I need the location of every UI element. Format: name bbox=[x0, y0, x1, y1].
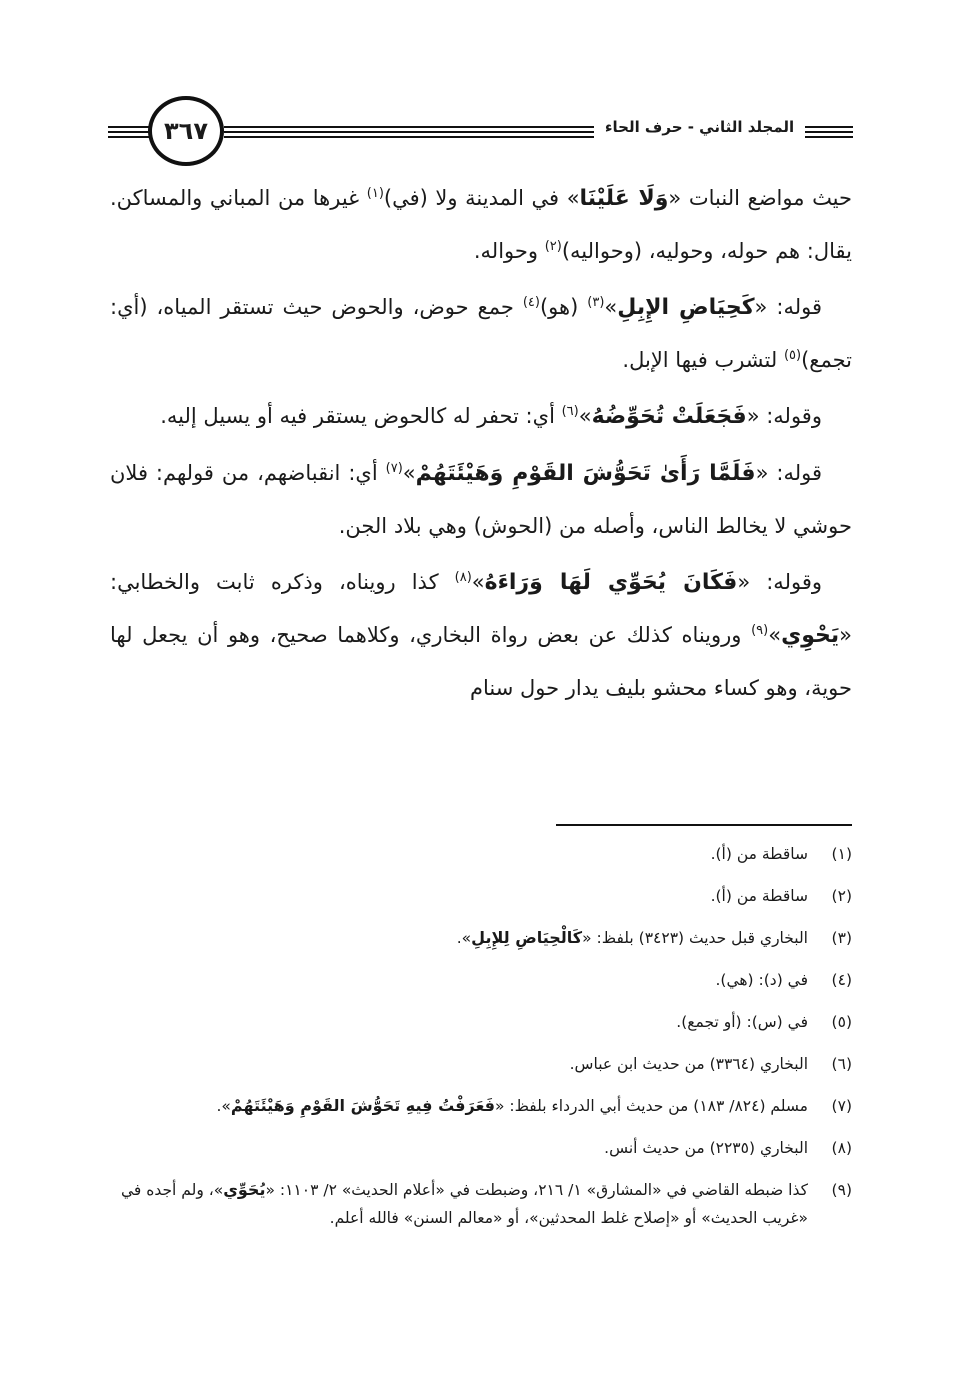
footnote-ref: (٥) bbox=[783, 348, 802, 363]
footnote-ref: (٨) bbox=[454, 570, 472, 585]
text: (هو) bbox=[539, 295, 588, 319]
text: ورويناه كذلك عن بعض رواة البخاري، وكلاهما صحيح، وهو أن يجعل لها حوية، وهو كساء محشو بليف يدار حول سنام bbox=[110, 623, 852, 700]
footnote-number: (٣) bbox=[831, 929, 852, 947]
footnote-text-wrapper bbox=[110, 924, 808, 952]
footnotes bbox=[110, 840, 852, 1232]
footnote-ref: (٧) bbox=[385, 461, 403, 476]
footnote bbox=[110, 840, 852, 868]
quoted-hadith-text: فَكَانَ يُحَوِّي لَهَا وَرَاءَهُ bbox=[484, 570, 738, 595]
quoted-hadith-text: فَجَعَلَتْ تُحَوِّضُهُ bbox=[591, 404, 747, 429]
footnote-quote: فَعَرَفْتُ فِيهِ تَحَوُّشَ القَوْمِ وَهَيْئَتَهُمْ bbox=[230, 1096, 495, 1115]
paragraph-4 bbox=[110, 447, 852, 552]
text: » bbox=[402, 461, 416, 485]
footnote-ref: (٣) bbox=[587, 295, 605, 310]
text: » bbox=[578, 404, 592, 428]
paragraph-5 bbox=[110, 556, 852, 714]
footnote-number: (١) bbox=[831, 845, 852, 863]
main-text bbox=[110, 172, 852, 718]
text: وقوله: « bbox=[737, 570, 822, 594]
footnote bbox=[110, 1092, 852, 1120]
footnote-text: مسلم (٨٢٤/ ١٨٣) من حديث أبي الدرداء بلفظ: « bbox=[494, 1097, 808, 1115]
footnote-text-tail: ». bbox=[456, 929, 472, 947]
footnote-ref: (٤) bbox=[522, 295, 540, 310]
paragraph-1 bbox=[110, 172, 852, 277]
footnote-separator bbox=[556, 824, 852, 826]
text: غيرها من المباني والمساكن. يقال: هم حوله، وحوليه، (وحواليه) bbox=[110, 186, 852, 263]
footnote-quote: يُحَوِّي bbox=[223, 1180, 266, 1199]
header-rule bbox=[224, 131, 594, 133]
footnote bbox=[110, 924, 852, 952]
footnote-text: في (د): (هي). bbox=[715, 971, 808, 989]
footnote bbox=[110, 882, 852, 910]
footnote bbox=[110, 1176, 852, 1232]
header-rule bbox=[805, 131, 853, 133]
text: » bbox=[471, 570, 485, 594]
footnote-text: ساقطة من (أ). bbox=[710, 887, 808, 905]
text: قوله: « bbox=[755, 461, 822, 485]
footnote-quote: كَالْحِيَاضِ لِلإِبِلِ bbox=[471, 928, 583, 947]
text: أي: انقباضهم، من قولهم: فلان حوشي لا يخالط الناس، وأصله من (الحوش) وهي بلاد الجن. bbox=[110, 461, 852, 538]
page-header bbox=[108, 96, 853, 166]
footnote-number: (٤) bbox=[831, 971, 852, 989]
footnote-text: ساقطة من (أ). bbox=[710, 845, 808, 863]
text: قوله: « bbox=[754, 295, 822, 319]
footnote-text: في (س): (أو تجمع). bbox=[676, 1013, 808, 1031]
footnote-number: (٩) bbox=[831, 1181, 852, 1199]
quoted-hadith-text: فَلَمَّا رَأَىٰ تَحَوُّشَ القَوْمِ وَهَيْئَتَهُمْ bbox=[415, 461, 756, 486]
footnote-ref: (٦) bbox=[561, 404, 579, 419]
quoted-hadith-text: وَلَا عَلَيْنَا bbox=[579, 186, 669, 211]
running-title: المجلد الثاني - حرف الحاء bbox=[604, 118, 795, 136]
footnote-text-wrapper bbox=[110, 1092, 808, 1120]
text: لتشرب فيها الإبل. bbox=[622, 348, 784, 372]
header-rule bbox=[224, 126, 594, 128]
footnote-text-tail: »، ولم أجده في «غريب الحديث» أو «إصلاح غلط المحدثين»، أو «معالم السنن» فالله أعلم. bbox=[120, 1181, 808, 1227]
footnote bbox=[110, 966, 852, 994]
header-rule bbox=[224, 136, 594, 138]
footnote-ref: (٩) bbox=[751, 623, 769, 638]
footnote-text: البخاري (٣٣٦٤) من حديث ابن عباس. bbox=[569, 1055, 808, 1073]
header-rule bbox=[805, 126, 853, 128]
footnote-number: (٨) bbox=[831, 1139, 852, 1157]
footnote-number: (٦) bbox=[831, 1055, 852, 1073]
text: » bbox=[604, 295, 618, 319]
paragraph-2 bbox=[110, 281, 852, 386]
text: حيث مواضع النبات « bbox=[668, 186, 853, 210]
quoted-hadith-text: كَحِيَاضِ الإِبِلِ bbox=[617, 295, 755, 320]
header-rule bbox=[805, 136, 853, 138]
paragraph-3 bbox=[110, 390, 852, 443]
footnote-text-wrapper bbox=[110, 1176, 808, 1232]
text: أي: تحفر له كالحوض يستقر فيه أو يسيل إليه. bbox=[160, 404, 562, 428]
footnote-ref: (١) bbox=[366, 186, 384, 201]
text: » bbox=[768, 623, 782, 647]
text: وحواله. bbox=[473, 239, 545, 263]
footnote-text-tail: ». bbox=[216, 1097, 231, 1115]
footnote bbox=[110, 1008, 852, 1036]
text: كذا رويناه، وذكره ثابت والخطابي: « bbox=[110, 570, 852, 647]
text: » في المدينة ولا (في) bbox=[383, 186, 580, 210]
footnote-number: (٧) bbox=[831, 1097, 852, 1115]
footnote-ref: (٢) bbox=[544, 239, 562, 254]
footnote-number: (٥) bbox=[831, 1013, 852, 1031]
footnote bbox=[110, 1050, 852, 1078]
footnote-text: كذا ضبطه القاضي في «المشارق» ١/ ٢١٦، وضبطت في «أعلام الحديث» ٢/ ١١٠٣: « bbox=[265, 1181, 808, 1199]
page-number: ٣٦٧ bbox=[148, 96, 224, 166]
text: جمع حوض، والحوض حيث تستقر المياه، (أي: تجمع) bbox=[110, 295, 852, 372]
quoted-hadith-text: يَحْوِي bbox=[781, 623, 840, 648]
footnote-text: البخاري قبل حديث (٣٤٢٣) بلفظ: « bbox=[582, 929, 808, 947]
footnote bbox=[110, 1134, 852, 1162]
text: وقوله: « bbox=[746, 404, 822, 428]
footnote-number: (٢) bbox=[831, 887, 852, 905]
footnote-text: البخاري (٢٢٣٥) من حديث أنس. bbox=[604, 1139, 808, 1157]
